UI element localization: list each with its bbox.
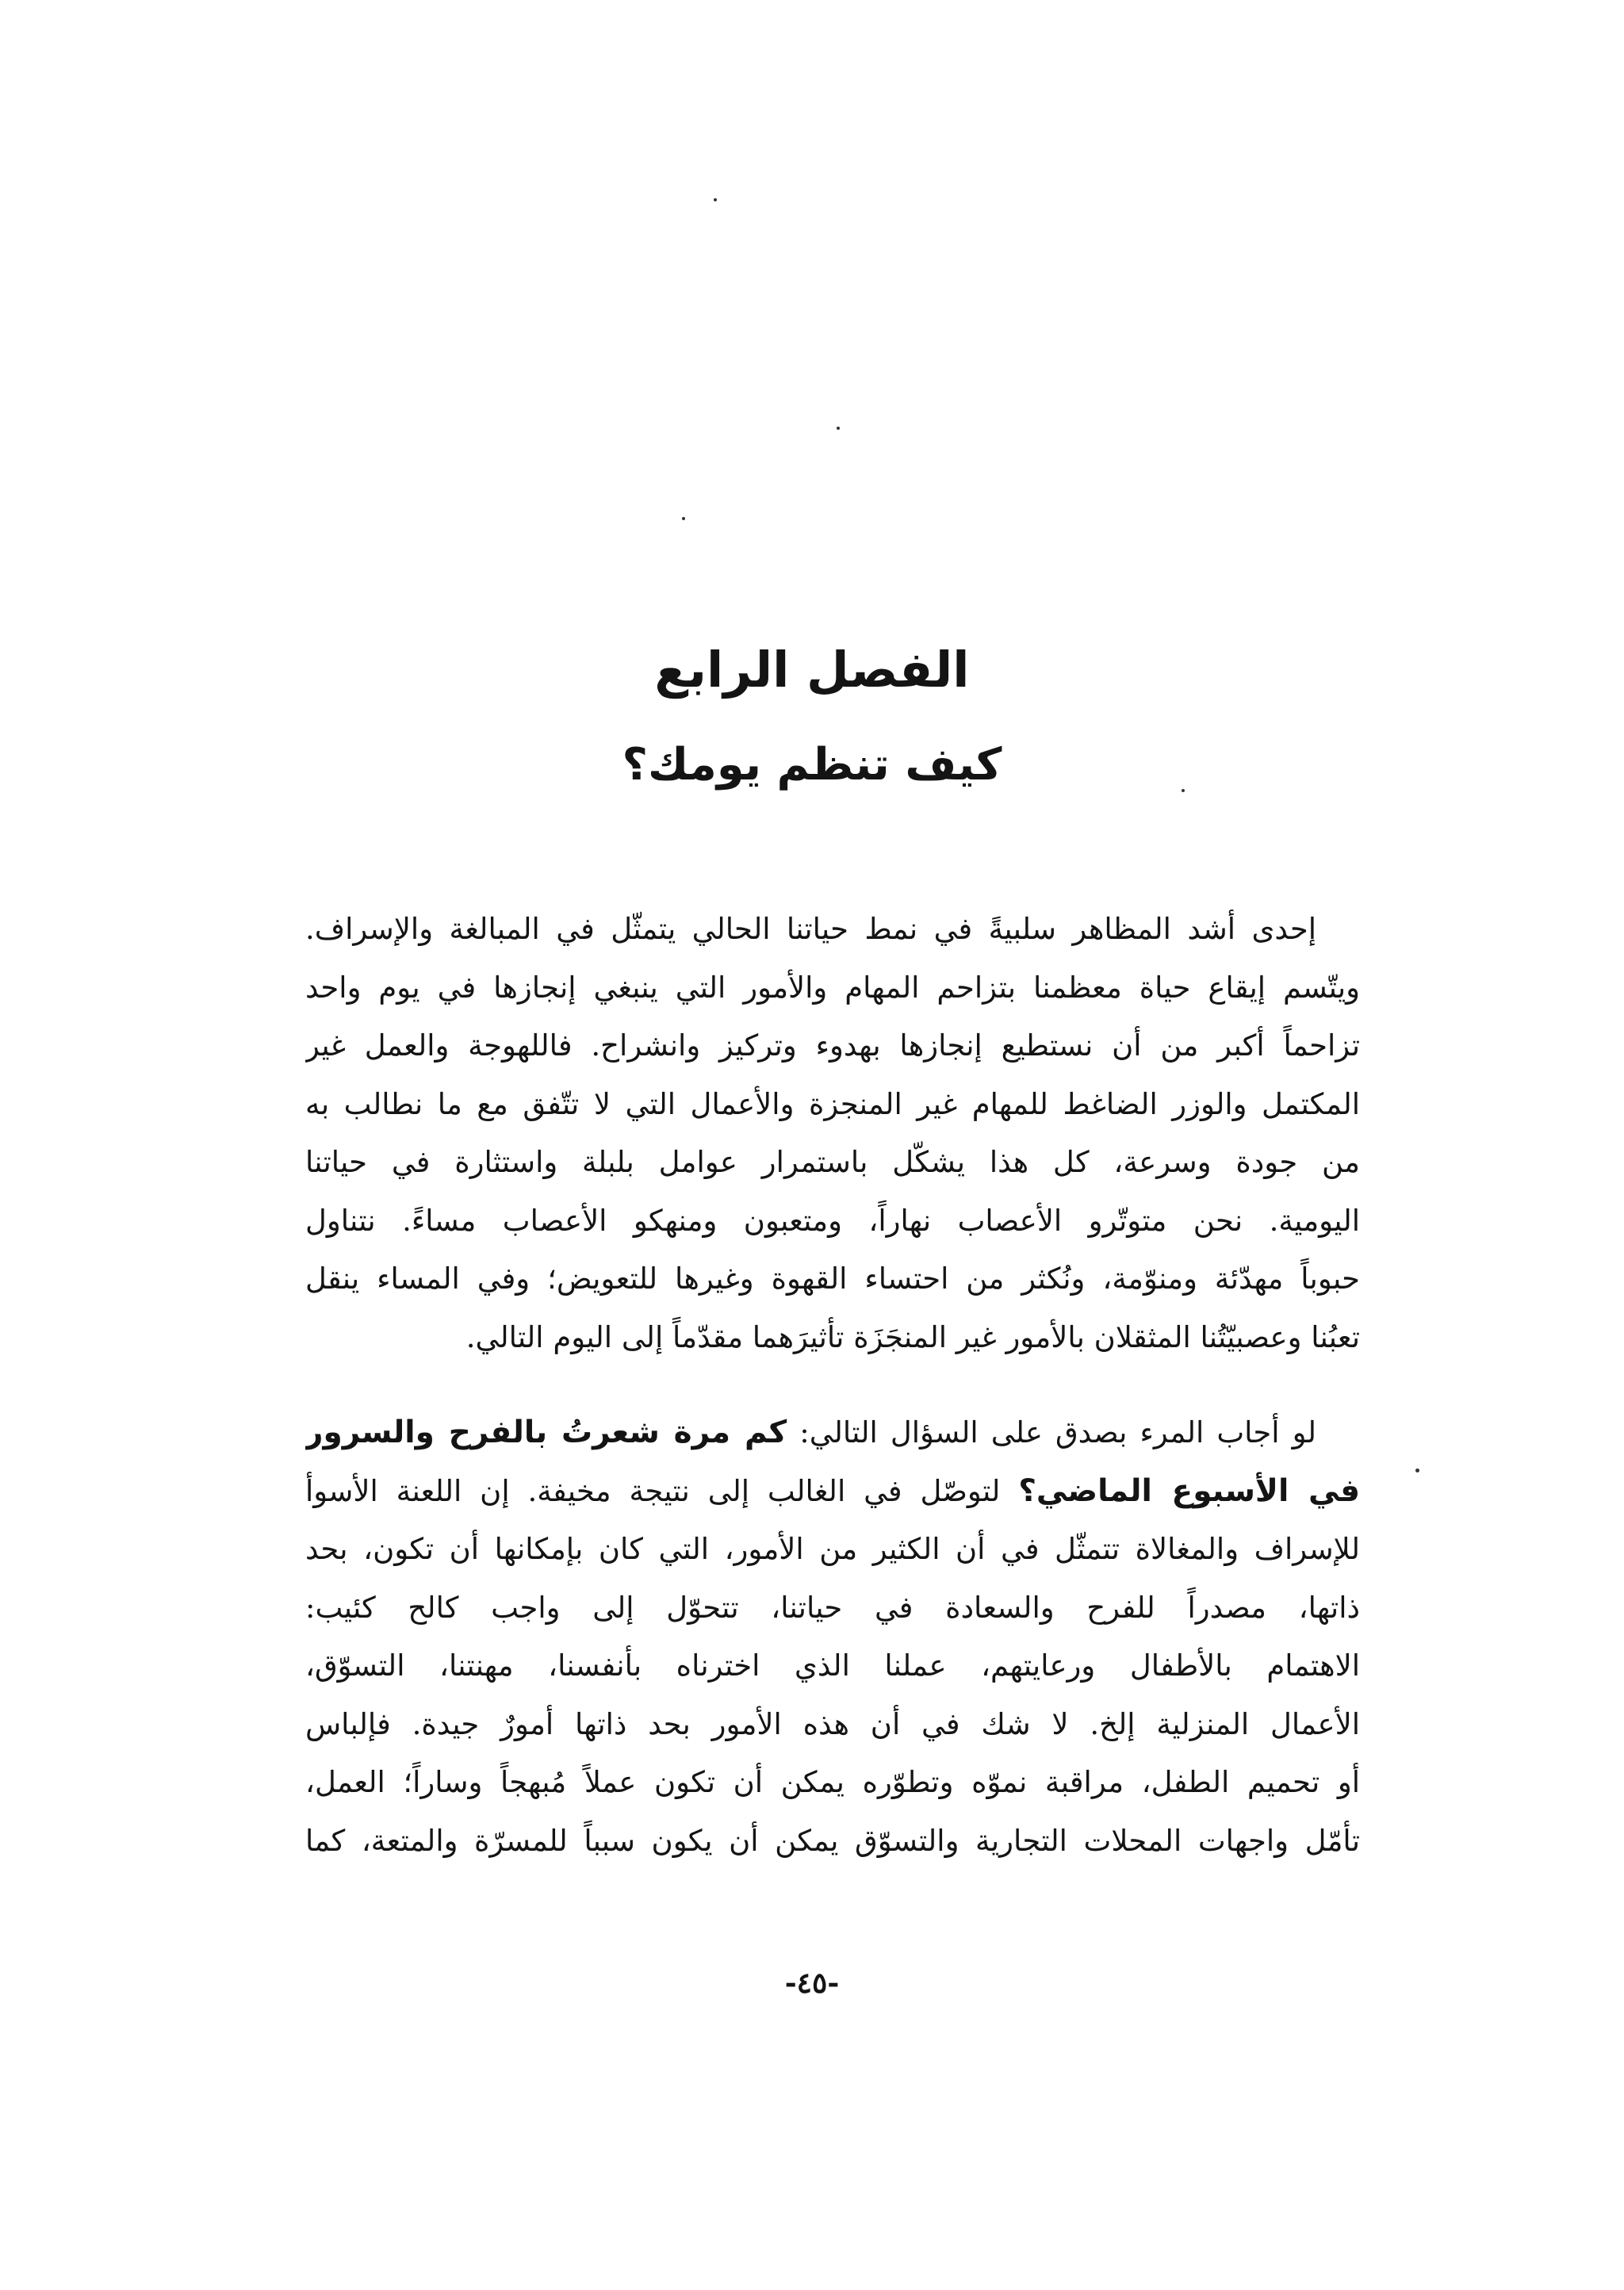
text-line: ذاتها، مصدراً للفرح والسعادة في حياتنا، تتحوّل إلى واجب كالح كئيب: [305, 1590, 1360, 1625]
text-line: تأمّل واجهات المحلات التجارية والتسوّق يمكن أن يكون سبباً للمسرّة والمتعة، كما [305, 1823, 1360, 1858]
text-segment: لتوصّل في الغالب إلى نتيجة مخيفة. إن اللعنة الأسوأ [305, 1473, 1001, 1508]
chapter-heading: الفصل الرابع [654, 641, 970, 699]
text-line: ويتّسم إيقاع حياة معظمنا بتزاحم المهام والأمور التي ينبغي إنجازها في يوم واحد [305, 970, 1360, 1005]
scan-speck [837, 427, 840, 430]
text-line: للإسراف والمغالاة تتمثّل في أن الكثير من الأمور، التي كان بإمكانها أن تكون، بحد [305, 1532, 1360, 1566]
scan-speck [1415, 1469, 1419, 1472]
text-line: المكتمل والوزر الضاغط للمهام غير المنجزة والأعمال التي لا تتّفق مع ما نطالب به [305, 1086, 1360, 1121]
text-line: أو تحميم الطفل، مراقبة نموّه وتطوّره يمكن أن تكون عملاً مُبهجاً وساراً؛ العمل، [305, 1765, 1360, 1799]
emphasized-question: كم مرة شعرتُ بالفرح والسرور [305, 1415, 787, 1450]
question-intro: لو أجاب المرء بصدق على السؤال التالي: [799, 1415, 1316, 1449]
text-line: إحدى أشد المظاهر سلبيةً في نمط حياتنا الحالي يتمثّل في المبالغة والإسراف. [305, 912, 1316, 946]
paragraph-2 [305, 1403, 1360, 1870]
page-number: -٤٥- [784, 1966, 840, 2000]
paragraph-1 [305, 900, 1360, 1366]
text-line: حبوباً مهدّئة ومنوّمة، ونُكثر من احتساء القهوة وغيرها للتعويض؛ وفي المساء ينقل [305, 1262, 1360, 1296]
text-line [305, 1403, 1360, 1462]
text-line [305, 1462, 1360, 1521]
text-line: الاهتمام بالأطفال ورعايتهم، عملنا الذي اخترناه بأنفسنا، مهنتنا، التسوّق، [305, 1649, 1360, 1683]
text-line: تعبُنا وعصبيّتُنا المثقلان بالأمور غير المنجَزَة تأثيرَهما مقدّماً إلى اليوم التالي. [465, 1319, 1360, 1354]
text-line: من جودة وسرعة، كل هذا يشكّل باستمرار عوامل بلبلة واستثارة في حياتنا [305, 1145, 1360, 1179]
scan-speck [714, 198, 717, 201]
scan-speck [682, 517, 685, 520]
chapter-title: كيف تنظم يومك؟ [622, 739, 1002, 791]
text-line: اليومية. نحن متوتّرو الأعصاب نهاراً، ومتعبون ومنهكو الأعصاب مساءً. نتناول [305, 1203, 1360, 1238]
emphasized-question: في الأسبوع الماضي؟ [1018, 1472, 1360, 1509]
text-line: الأعمال المنزلية إلخ. لا شك في أن هذه الأمور بحد ذاتها أمورٌ جيدة. فإلباس [305, 1706, 1360, 1741]
text-line: تزاحماً أكبر من أن نستطيع إنجازها بهدوء وتركيز وانشراح. فاللهوجة والعمل غير [305, 1028, 1360, 1063]
